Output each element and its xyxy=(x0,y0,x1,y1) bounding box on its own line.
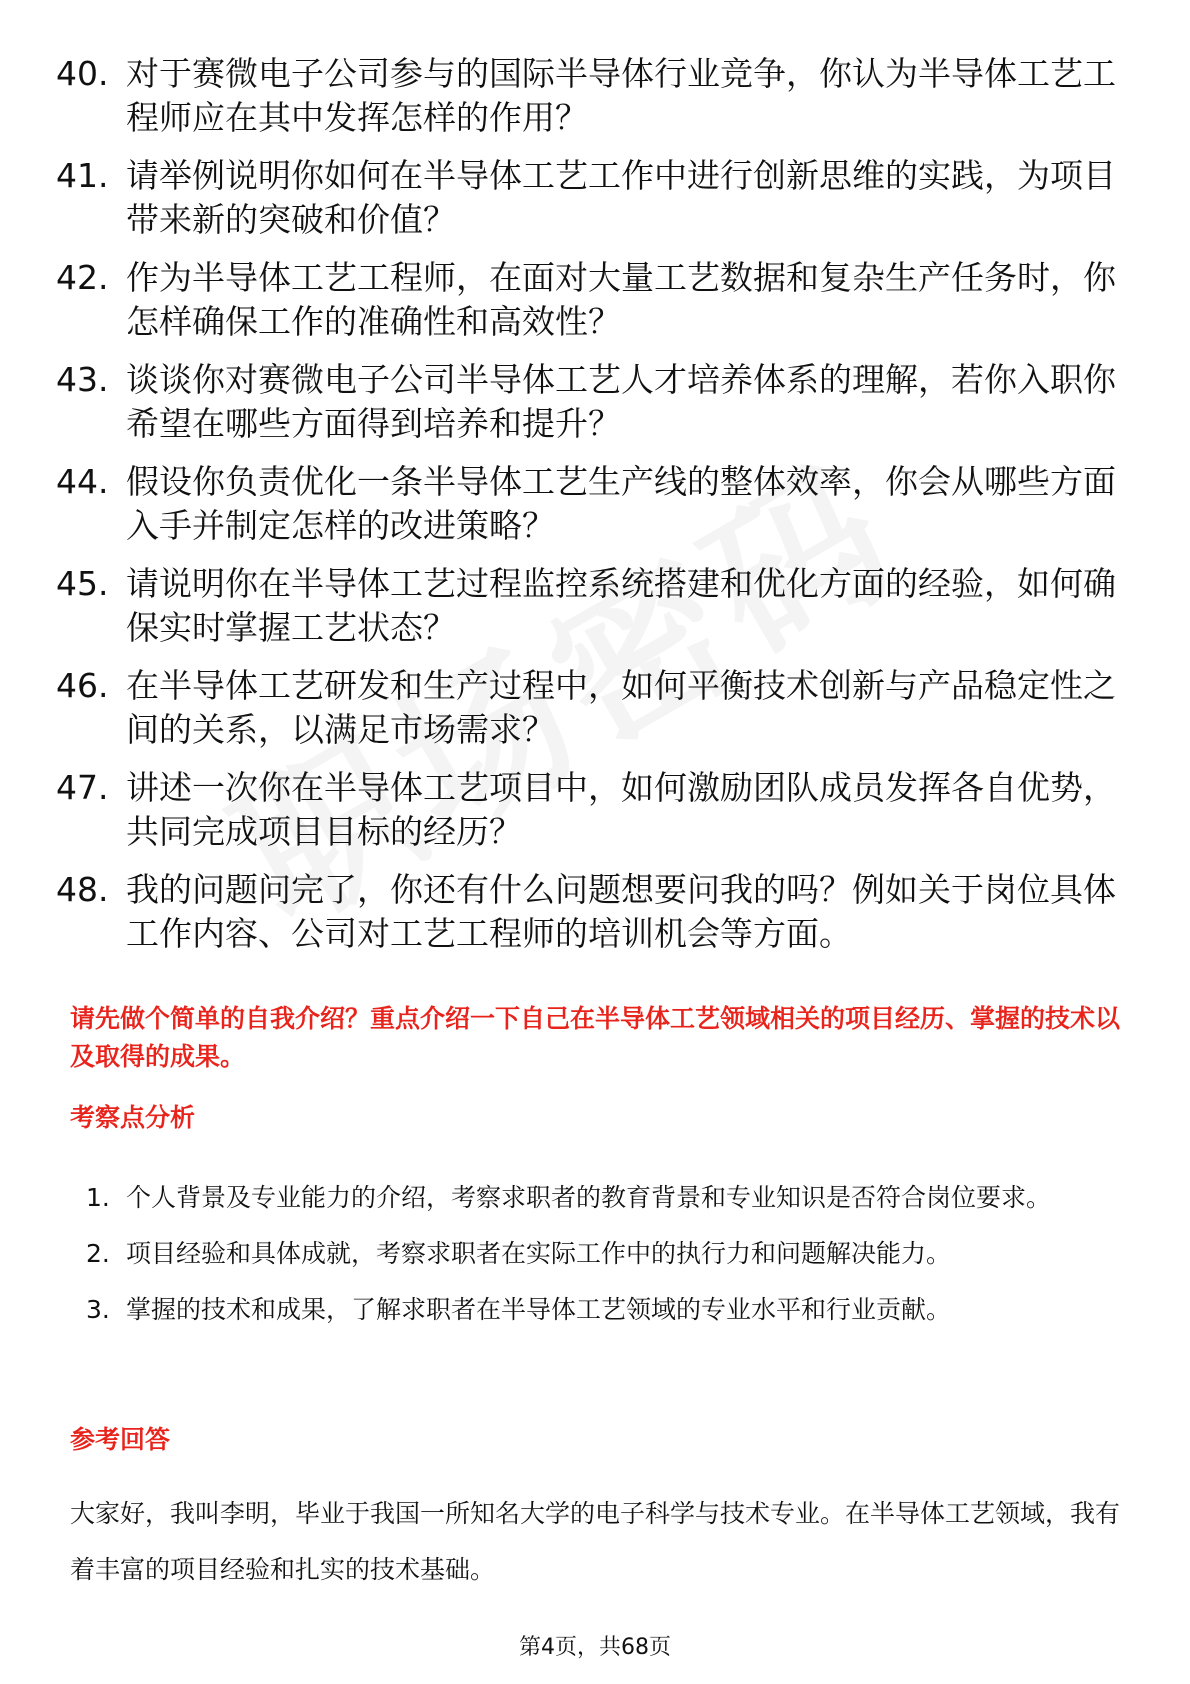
question-number: 41. xyxy=(56,156,109,195)
question-list xyxy=(56,52,1136,970)
question-text: 在半导体工艺研发和生产过程中，如何平衡技术创新与产品稳定性之间的关系，以满足市场需求？ xyxy=(126,666,1116,749)
question-item xyxy=(56,256,1136,344)
analysis-number: 2. xyxy=(86,1239,110,1268)
analysis-text: 项目经验和具体成就，考察求职者在实际工作中的执行力和问题解决能力。 xyxy=(126,1239,952,1268)
question-text: 请举例说明你如何在半导体工艺工作中进行创新思维的实践，为项目带来新的突破和价值？ xyxy=(126,156,1116,239)
question-number: 47. xyxy=(56,768,109,807)
analysis-item xyxy=(86,1170,1126,1226)
question-text: 我的问题问完了，你还有什么问题想要问我的吗？例如关于岗位具体工作内容、公司对工艺工程师的培训机会等方面。 xyxy=(126,870,1116,953)
question-text: 假设你负责优化一条半导体工艺生产线的整体效率，你会从哪些方面入手并制定怎样的改进策略？ xyxy=(126,462,1116,545)
question-number: 48. xyxy=(56,870,109,909)
analysis-number: 1. xyxy=(86,1183,110,1212)
question-item xyxy=(56,52,1136,140)
question-item xyxy=(56,358,1136,446)
analysis-heading: 考察点分析 xyxy=(70,1103,196,1132)
answer-text: 大家好，我叫李明，毕业于我国一所知名大学的电子科学与技术专业。在半导体工艺领域，我有着丰富的项目经验和扎实的技术基础。 xyxy=(70,1499,1121,1584)
question-item xyxy=(56,868,1136,956)
question-text: 作为半导体工艺工程师，在面对大量工艺数据和复杂生产任务时，你怎样确保工作的准确性和高效性？ xyxy=(126,258,1116,341)
question-item xyxy=(56,154,1136,242)
question-number: 44. xyxy=(56,462,109,501)
question-number: 42. xyxy=(56,258,109,297)
question-number: 45. xyxy=(56,564,109,603)
interview-prompt: 请先做个简单的自我介绍？重点介绍一下自己在半导体工艺领域相关的项目经历、掌握的技术以及取得的成果。 xyxy=(70,1004,1121,1071)
question-item xyxy=(56,562,1136,650)
question-text: 对于赛微电子公司参与的国际半导体行业竞争，你认为半导体工艺工程师应在其中发挥怎样的作用？ xyxy=(126,54,1116,137)
question-number: 46. xyxy=(56,666,109,705)
analysis-item xyxy=(86,1226,1126,1282)
answer-heading: 参考回答 xyxy=(70,1425,171,1454)
analysis-item xyxy=(86,1282,1126,1338)
question-item xyxy=(56,664,1136,752)
analysis-list xyxy=(86,1170,1126,1338)
analysis-text: 个人背景及专业能力的介绍，考察求职者的教育背景和专业知识是否符合岗位要求。 xyxy=(126,1183,1052,1212)
question-item xyxy=(56,766,1136,854)
question-text: 请说明你在半导体工艺过程监控系统搭建和优化方面的经验，如何确保实时掌握工艺状态？ xyxy=(126,564,1116,647)
analysis-text: 掌握的技术和成果，了解求职者在半导体工艺领域的专业水平和行业贡献。 xyxy=(126,1295,952,1324)
question-text: 讲述一次你在半导体工艺项目中，如何激励团队成员发挥各自优势，共同完成项目目标的经历？ xyxy=(126,768,1116,851)
page-number: 第4页，共68页 xyxy=(519,1635,671,1660)
question-number: 40. xyxy=(56,54,109,93)
question-item xyxy=(56,460,1136,548)
question-number: 43. xyxy=(56,360,109,399)
analysis-number: 3. xyxy=(86,1295,110,1324)
question-text: 谈谈你对赛微电子公司半导体工艺人才培养体系的理解，若你入职你希望在哪些方面得到培养和提升？ xyxy=(126,360,1116,443)
